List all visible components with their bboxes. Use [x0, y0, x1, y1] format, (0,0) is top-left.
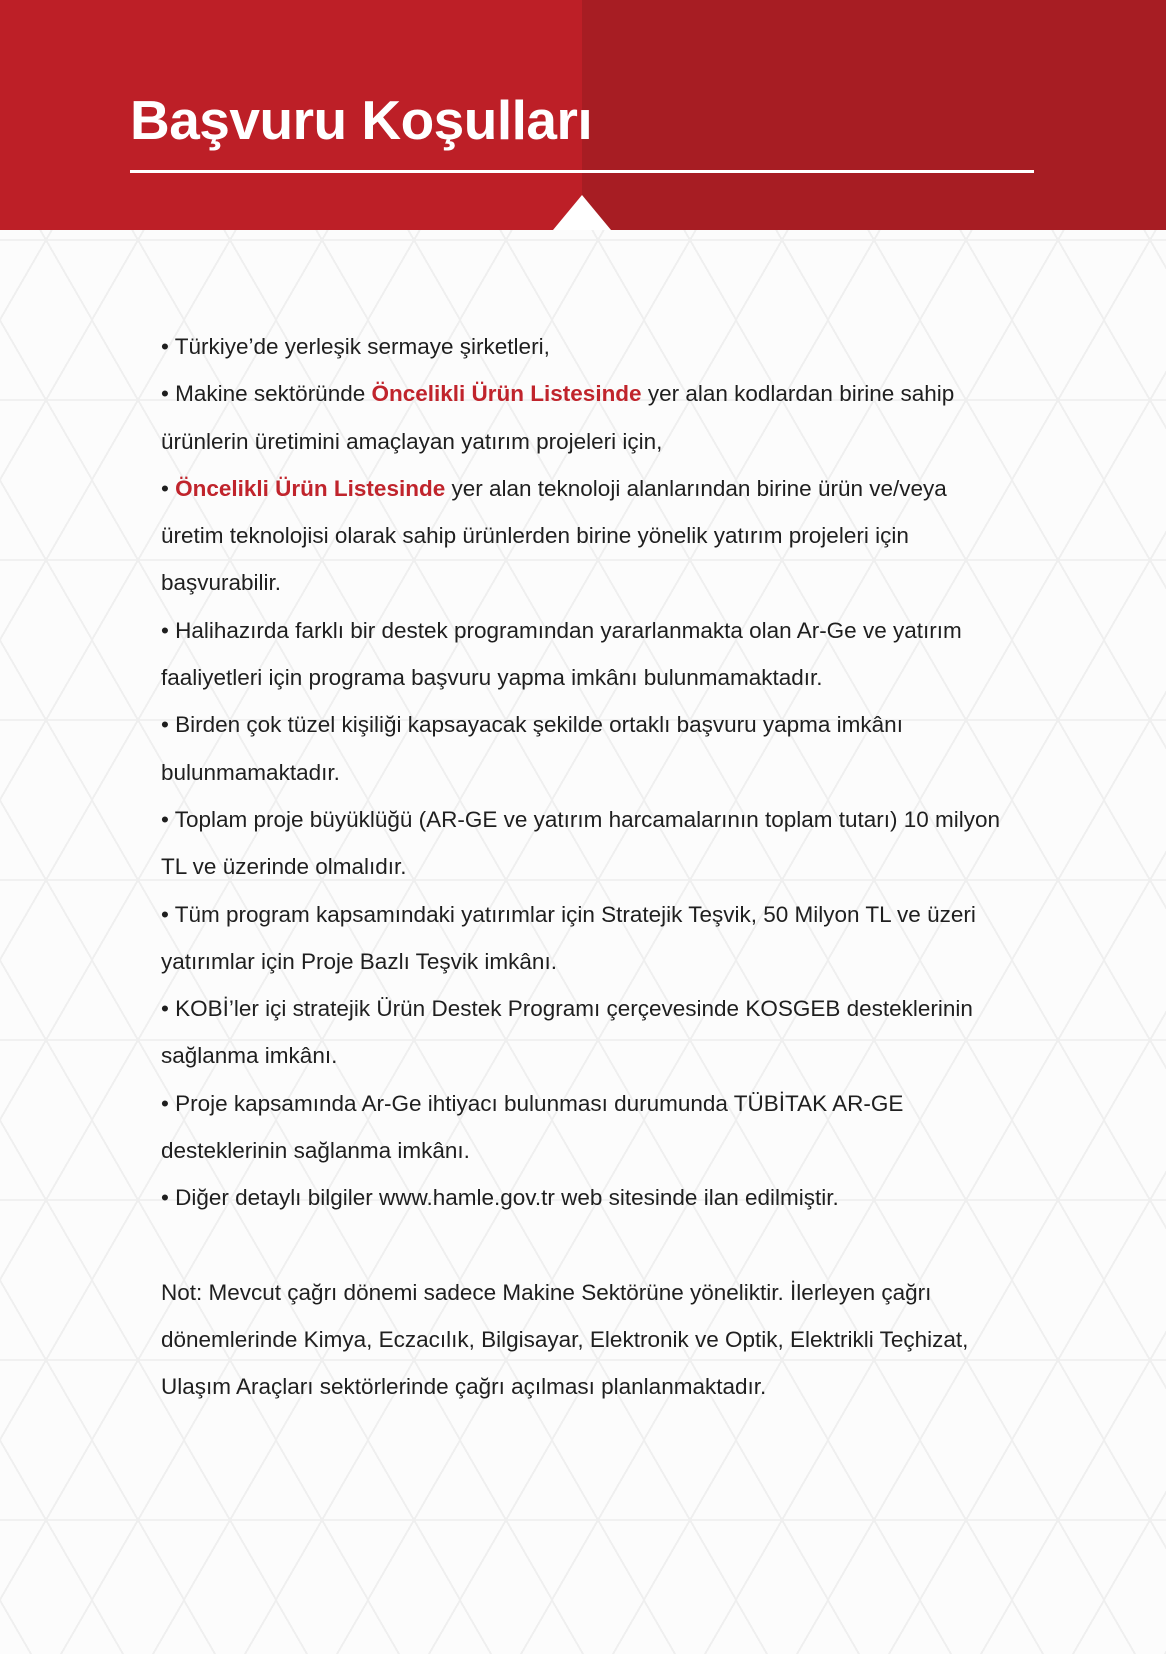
condition-item-3-suffix: yer alan teknoloji alanlarından birine ürün ve/veya üretim teknolojisi olarak sahip ürünlerden birine yönelik yatırım projeleri için başvurabilir. [161, 475, 947, 596]
page-title: Başvuru Koşulları [130, 89, 593, 151]
conditions-content [161, 323, 1011, 1411]
condition-item-5-text: • Birden çok tüzel kişiliği kapsayacak şekilde ortaklı başvuru yapma imkânı bulunmamaktadır. [161, 712, 903, 785]
condition-item-2 [161, 370, 1011, 465]
page-header [0, 0, 1166, 230]
condition-item-3 [161, 465, 1011, 607]
condition-item-4 [161, 607, 1011, 702]
condition-item-7 [161, 891, 1011, 986]
condition-item-7-text: • Tüm program kapsamındaki yatırımlar için Stratejik Teşvik, 50 Milyon TL ve üzeri yatırımlar için Proje Bazlı Teşvik imkânı. [161, 901, 976, 974]
condition-item-6-text: • Toplam proje büyüklüğü (AR-GE ve yatırım harcamalarının toplam tutarı) 10 milyon TL ve üzerinde olmalıdır. [161, 806, 1001, 880]
condition-item-2-suffix: yer alan kodlardan birine sahip ürünlerin üretimini amaçlayan yatırım projeleri için, [161, 381, 955, 454]
condition-item-5 [161, 701, 1011, 796]
condition-item-1-text: • Türkiye’de yerleşik sermaye şirketleri, [161, 334, 550, 359]
priority-product-list-highlight: Öncelikli Ürün Listesinde [371, 381, 642, 407]
condition-item-4-text: • Halihazırda farklı bir destek programından yararlanmakta olan Ar-Ge ve yatırım faaliyetleri için programa başvuru yapma imkânı bulunmamaktadır. [161, 617, 962, 691]
header-right-panel [582, 0, 1166, 230]
condition-item-9 [161, 1080, 1011, 1175]
note-paragraph: Not: Mevcut çağrı dönemi sadece Makine Sektörüne yöneliktir. İlerleyen çağrı dönemlerinde Kimya, Eczacılık, Bilgisayar, Elektronik ve Optik, Elektrikli Teçhizat, Ulaşım Araçları sektörlerinde çağrı açılması planlanmaktadır. [161, 1279, 969, 1400]
condition-item-8 [161, 985, 1011, 1080]
condition-item-10-text: • Diğer detaylı bilgiler www.hamle.gov.tr web sitesinde ilan edilmiştir. [161, 1185, 839, 1211]
condition-item-10 [161, 1174, 1011, 1221]
condition-item-2-prefix: • Makine sektöründe [161, 381, 372, 407]
condition-item-6 [161, 796, 1011, 891]
condition-item-1 [161, 323, 1011, 370]
condition-item-3-prefix: • [161, 475, 176, 501]
header-divider [130, 170, 1034, 173]
header-notch [553, 195, 611, 230]
priority-product-list-highlight: Öncelikli Ürün Listesinde [175, 475, 446, 501]
condition-item-9-text: • Proje kapsamında Ar-Ge ihtiyacı bulunması durumunda TÜBİTAK AR-GE desteklerinin sağlanma imkânı. [161, 1090, 904, 1164]
condition-item-8-text: • KOBİ’ler içi stratejik Ürün Destek Programı çerçevesinde KOSGEB desteklerinin sağlanma imkânı. [161, 996, 973, 1069]
